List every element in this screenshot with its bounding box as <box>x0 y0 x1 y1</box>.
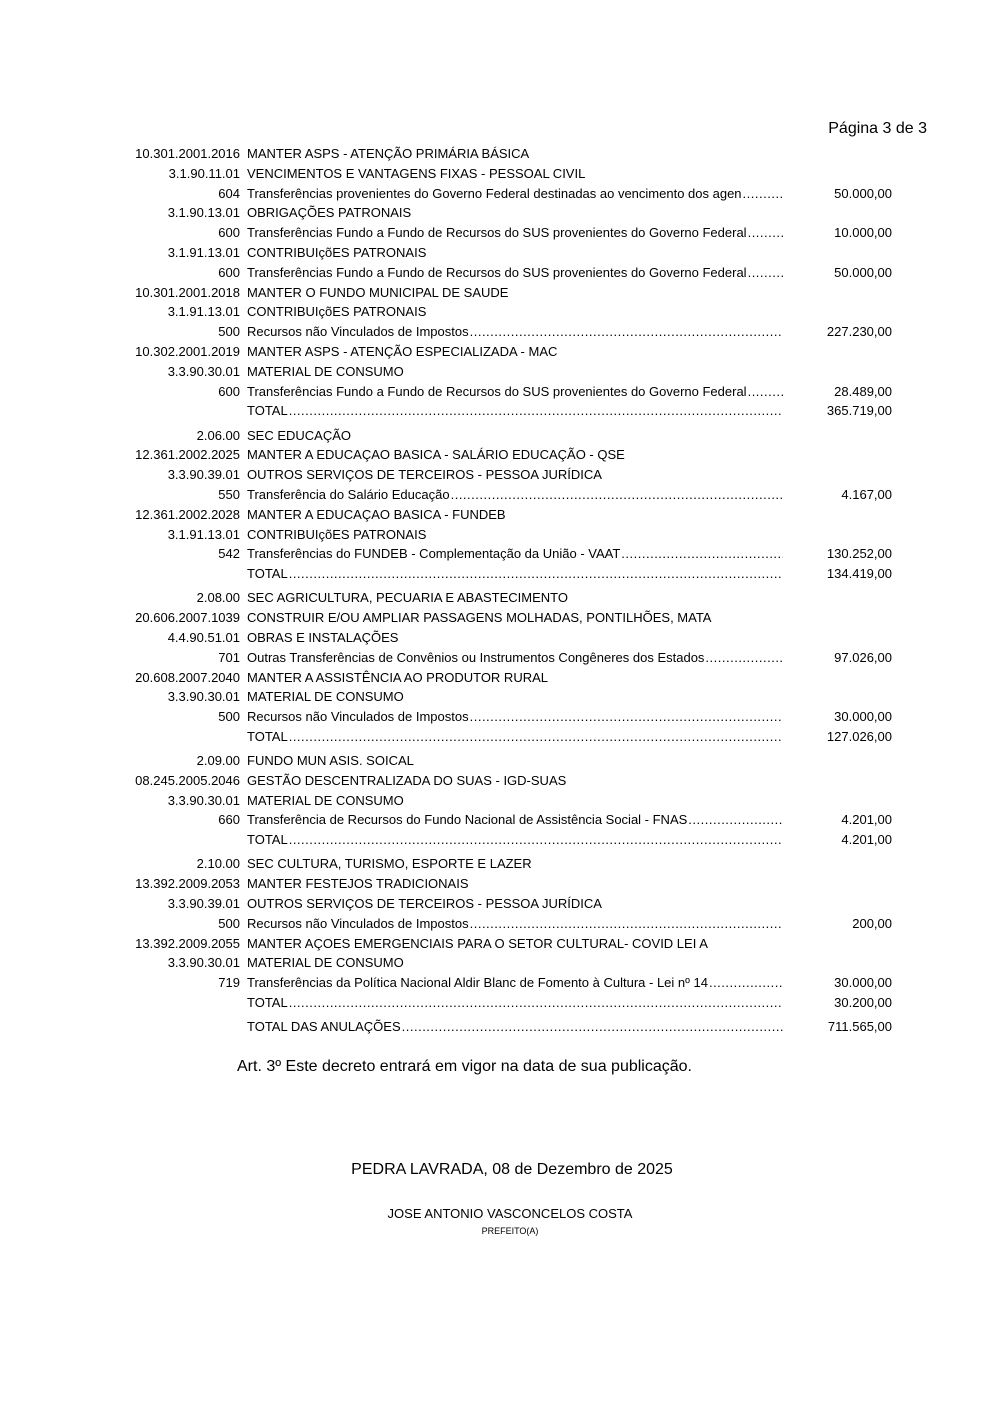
row-description <box>247 322 783 342</box>
row-code: 500 <box>218 915 240 931</box>
row-amount: 134.419,00 <box>826 566 892 582</box>
row-description <box>247 544 783 564</box>
row-code: 10.301.2001.2016 <box>135 146 240 161</box>
place-date: PEDRA LAVRADA, 08 de Dezembro de 2025 <box>351 1161 673 1178</box>
row-description <box>247 1017 783 1037</box>
row-code: 500 <box>218 324 240 340</box>
row-description: MATERIAL DE CONSUMO <box>247 363 404 379</box>
table-row <box>0 283 1000 303</box>
row-amount: 30.000,00 <box>834 975 892 991</box>
total-row <box>0 830 1000 850</box>
row-description <box>247 223 783 243</box>
row-code: 2.10.00 <box>196 856 240 872</box>
dot-leader <box>289 727 783 747</box>
row-description <box>247 184 783 204</box>
table-row <box>0 505 1000 525</box>
row-code: 10.302.2001.2019 <box>135 343 240 359</box>
row-code: 3.1.91.13.01 <box>167 304 240 320</box>
row-amount: 227.230,00 <box>826 324 892 340</box>
row-description: CONTRIBUIçõES PATRONAIS <box>247 526 427 542</box>
table-row <box>0 465 1000 485</box>
row-description <box>247 973 783 993</box>
table-row <box>0 751 1000 771</box>
row-description-text: Transferências da Política Nacional Aldir Blanc de Fomento à Cultura - Lei nº 14 <box>247 973 709 993</box>
row-description: SEC AGRICULTURA, PECUARIA E ABASTECIMENTO <box>247 590 568 606</box>
row-code: 08.245.2005.2046 <box>135 772 240 788</box>
dot-leader <box>470 322 783 342</box>
row-description: OUTROS SERVIÇOS DE TERCEIROS - PESSOA JURÍDICA <box>247 896 602 912</box>
table-row <box>0 810 1000 830</box>
row-amount: 10.000,00 <box>834 225 892 241</box>
table-row <box>0 525 1000 545</box>
row-amount: 50.000,00 <box>834 264 892 280</box>
row-description: OBRAS E INSTALAÇÕES <box>247 629 399 645</box>
row-code: 20.606.2007.1039 <box>135 610 240 626</box>
table-row <box>0 914 1000 934</box>
total-row <box>0 1017 1000 1037</box>
row-description <box>247 263 783 283</box>
row-code: 719 <box>218 975 240 991</box>
total-row <box>0 564 1000 584</box>
row-description: MATERIAL DE CONSUMO <box>247 689 404 705</box>
total-row <box>0 727 1000 747</box>
row-amount: 130.252,00 <box>826 546 892 562</box>
row-code: 3.1.90.13.01 <box>167 205 240 221</box>
signer-role: PREFEITO(A) <box>481 1226 539 1236</box>
dot-leader <box>451 485 783 505</box>
row-description-text: Outras Transferências de Convênios ou Instrumentos Congêneres dos Estados <box>247 648 705 668</box>
row-description: CONTRIBUIçõES PATRONAIS <box>247 304 427 320</box>
row-description-text: Recursos não Vinculados de Impostos <box>247 707 470 727</box>
row-description: MANTER ASPS - ATENÇÃO PRIMÁRIA BÁSICA <box>247 146 530 161</box>
row-amount: 365.719,00 <box>826 403 892 419</box>
table-row <box>0 874 1000 894</box>
table-row <box>0 648 1000 668</box>
row-code: 3.1.90.11.01 <box>168 165 240 181</box>
row-code: 12.361.2002.2028 <box>135 506 240 522</box>
row-description: OBRIGAÇÕES PATRONAIS <box>247 205 412 221</box>
total-row <box>0 401 1000 421</box>
row-amount: 4.201,00 <box>841 812 892 828</box>
row-description: OUTROS SERVIÇOS DE TERCEIROS - PESSOA JURÍDICA <box>247 467 602 483</box>
table-row <box>0 668 1000 688</box>
total-row <box>0 993 1000 1013</box>
table-row <box>0 342 1000 362</box>
row-code: 10.301.2001.2018 <box>135 284 240 300</box>
dot-leader <box>748 223 783 243</box>
table-row <box>0 302 1000 322</box>
row-amount: 4.167,00 <box>841 486 892 502</box>
table-row <box>0 203 1000 223</box>
row-code: 3.1.91.13.01 <box>167 526 240 542</box>
row-amount: 97.026,00 <box>834 649 892 665</box>
row-code: 3.3.90.30.01 <box>167 955 240 971</box>
row-description: MATERIAL DE CONSUMO <box>247 955 404 971</box>
row-description-text: Transferências Fundo a Fundo de Recursos do SUS provenientes do Governo Federal <box>247 263 748 283</box>
row-code: 2.09.00 <box>196 753 240 769</box>
row-description-text: TOTAL <box>247 993 289 1013</box>
row-code: 3.3.90.30.01 <box>167 363 240 379</box>
row-code: 701 <box>218 649 240 665</box>
row-description <box>247 648 783 668</box>
row-amount: 50.000,00 <box>834 185 892 201</box>
table-row <box>0 426 1000 446</box>
row-description: SEC CULTURA, TURISMO, ESPORTE E LAZER <box>247 856 532 872</box>
row-description <box>247 993 783 1013</box>
table-row <box>0 445 1000 465</box>
row-description <box>247 707 783 727</box>
dot-leader <box>289 564 783 584</box>
row-amount: 127.026,00 <box>826 728 892 744</box>
row-code: 550 <box>218 486 240 502</box>
row-code: 2.08.00 <box>196 590 240 606</box>
table-row <box>0 894 1000 914</box>
dot-leader <box>621 544 783 564</box>
dot-leader <box>402 1017 783 1037</box>
table-row <box>0 934 1000 954</box>
row-code: 604 <box>218 185 240 201</box>
row-amount: 28.489,00 <box>834 383 892 399</box>
row-code: 3.1.91.13.01 <box>167 244 240 260</box>
table-row <box>0 164 1000 184</box>
row-description <box>247 401 783 421</box>
row-description-text: TOTAL <box>247 564 289 584</box>
dot-leader <box>289 993 783 1013</box>
row-description-text: Transferências Fundo a Fundo de Recursos do SUS provenientes do Governo Federal <box>247 223 748 243</box>
row-code: 600 <box>218 383 240 399</box>
row-description: MANTER A EDUCAÇAO BASICA - SALÁRIO EDUCAÇÃO - QSE <box>247 447 625 463</box>
row-code: 13.392.2009.2055 <box>135 935 240 951</box>
signer-name: JOSE ANTONIO VASCONCELOS COSTA <box>387 1206 633 1221</box>
row-code: 600 <box>218 264 240 280</box>
row-description-text: TOTAL <box>247 830 289 850</box>
row-description-text: TOTAL <box>247 727 289 747</box>
dot-leader <box>748 263 783 283</box>
article-text: Art. 3º Este decreto entrará em vigor na data de sua publicação. <box>237 1058 692 1075</box>
row-description: MANTER A EDUCAÇAO BASICA - FUNDEB <box>247 506 506 522</box>
table-row <box>0 854 1000 874</box>
table-row <box>0 184 1000 204</box>
table-row <box>0 485 1000 505</box>
row-description: CONTRIBUIçõES PATRONAIS <box>247 244 427 260</box>
table-row <box>0 608 1000 628</box>
dot-leader <box>748 382 783 402</box>
row-code: 4.4.90.51.01 <box>167 629 240 645</box>
table-row <box>0 973 1000 993</box>
row-code: 3.3.90.39.01 <box>167 467 240 483</box>
row-description-text: Transferências do FUNDEB - Complementação da União - VAAT <box>247 544 621 564</box>
row-code: 20.608.2007.2040 <box>135 669 240 685</box>
row-amount: 30.000,00 <box>834 709 892 725</box>
row-code: 3.3.90.30.01 <box>167 792 240 808</box>
row-description: MATERIAL DE CONSUMO <box>247 792 404 808</box>
dot-leader <box>705 648 783 668</box>
row-description <box>247 564 783 584</box>
row-description-text: Transferência de Recursos do Fundo Nacional de Assistência Social - FNAS <box>247 810 688 830</box>
row-amount: 711.565,00 <box>827 1019 892 1035</box>
dot-leader <box>289 830 783 850</box>
table-row <box>0 628 1000 648</box>
row-code: 3.3.90.39.01 <box>167 896 240 912</box>
row-description-text: Transferência do Salário Educação <box>247 485 451 505</box>
row-description-text: Transferências provenientes do Governo Federal destinadas ao vencimento dos agen <box>247 184 743 204</box>
row-description: GESTÃO DESCENTRALIZADA DO SUAS - IGD-SUAS <box>247 772 567 788</box>
row-description: CONSTRUIR E/OU AMPLIAR PASSAGENS MOLHADAS, PONTILHÕES, MATA <box>247 610 712 626</box>
table-row <box>0 687 1000 707</box>
table-row <box>0 707 1000 727</box>
row-code: 660 <box>218 812 240 828</box>
row-description: MANTER FESTEJOS TRADICIONAIS <box>247 876 469 892</box>
table-row <box>0 953 1000 973</box>
row-amount: 4.201,00 <box>841 832 892 848</box>
dot-leader <box>470 914 783 934</box>
row-description: MANTER A ASSISTÊNCIA AO PRODUTOR RURAL <box>247 669 548 685</box>
table-row <box>0 322 1000 342</box>
dot-leader <box>743 184 783 204</box>
row-description <box>247 810 783 830</box>
row-code: 12.361.2002.2025 <box>135 447 240 463</box>
row-amount: 30.200,00 <box>834 995 892 1011</box>
dot-leader <box>289 401 783 421</box>
table-row <box>0 223 1000 243</box>
row-code: 600 <box>218 225 240 241</box>
page-number: Página 3 de 3 <box>828 120 927 137</box>
row-code: 542 <box>218 546 240 562</box>
row-code: 13.392.2009.2053 <box>135 876 240 892</box>
table-row <box>0 362 1000 382</box>
row-description <box>247 727 783 747</box>
dot-leader <box>688 810 783 830</box>
row-description-text: Transferências Fundo a Fundo de Recursos do SUS provenientes do Governo Federal <box>247 382 748 402</box>
row-description: MANTER AÇOES EMERGENCIAIS PARA O SETOR CULTURAL- COVID LEI A <box>247 935 708 951</box>
table-row <box>0 588 1000 608</box>
row-description <box>247 914 783 934</box>
row-amount: 200,00 <box>852 915 892 931</box>
table-row <box>0 771 1000 791</box>
row-description: SEC EDUCAÇÃO <box>247 427 352 443</box>
row-description <box>247 830 783 850</box>
row-description-text: TOTAL <box>247 401 289 421</box>
row-code: 2.06.00 <box>196 427 240 443</box>
row-description <box>247 382 783 402</box>
table-row <box>0 263 1000 283</box>
row-description <box>247 485 783 505</box>
table-row <box>0 144 1000 164</box>
dot-leader <box>470 707 783 727</box>
row-description: MANTER O FUNDO MUNICIPAL DE SAUDE <box>247 284 509 300</box>
table-row <box>0 382 1000 402</box>
table-row <box>0 243 1000 263</box>
dot-leader <box>709 973 783 993</box>
row-description: MANTER ASPS - ATENÇÃO ESPECIALIZADA - MAC <box>247 343 558 359</box>
row-description-text: Recursos não Vinculados de Impostos <box>247 322 470 342</box>
annulment-table <box>0 144 1000 1037</box>
row-description: FUNDO MUN ASIS. SOICAL <box>247 753 414 769</box>
table-row <box>0 791 1000 811</box>
row-description-text: TOTAL DAS ANULAÇÕES <box>247 1017 402 1037</box>
row-description: VENCIMENTOS E VANTAGENS FIXAS - PESSOAL CIVIL <box>247 165 586 181</box>
row-description-text: Recursos não Vinculados de Impostos <box>247 914 470 934</box>
row-code: 3.3.90.30.01 <box>167 689 240 705</box>
table-row <box>0 544 1000 564</box>
row-code: 500 <box>218 709 240 725</box>
